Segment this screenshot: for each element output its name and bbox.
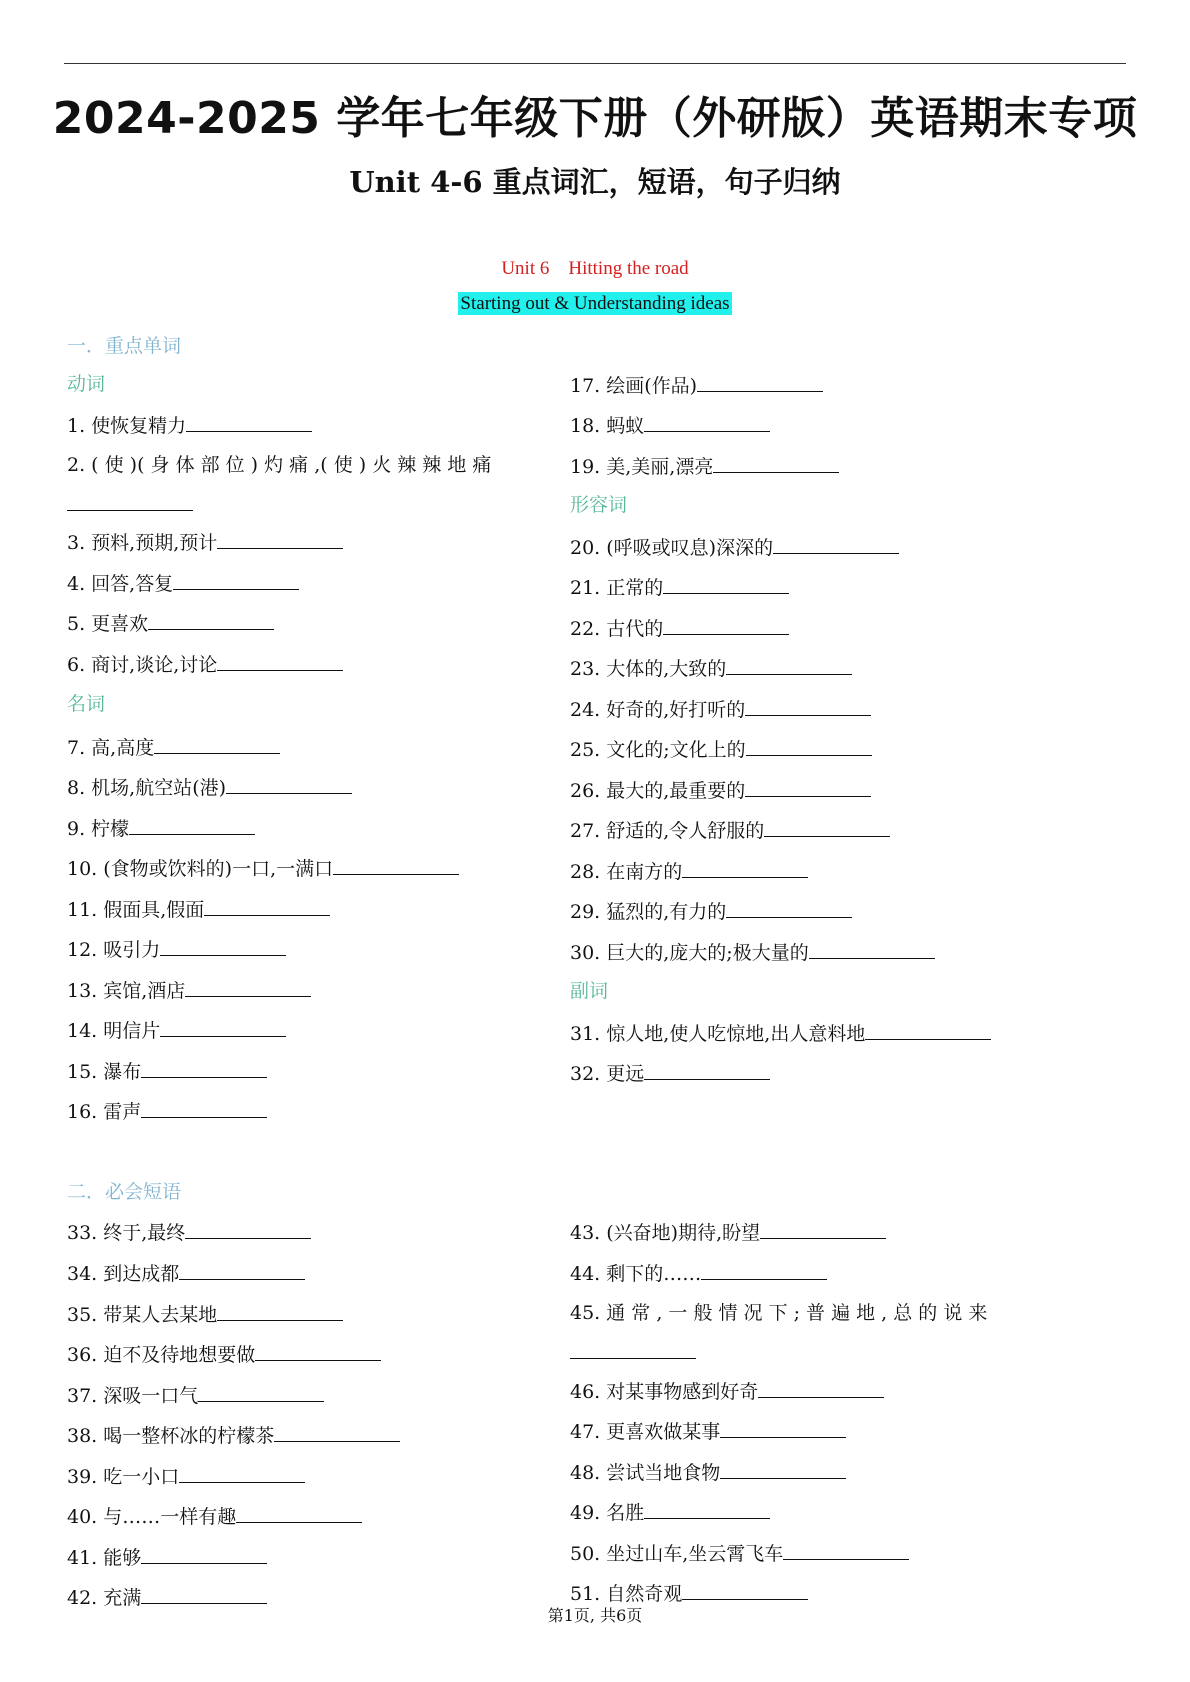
item-text: 46. 对某事物感到好奇 xyxy=(570,1381,759,1403)
item-text: 30. 巨大的,庞大的;极大量的 xyxy=(570,942,809,964)
list-item xyxy=(570,371,823,399)
answer-blank[interactable] xyxy=(129,814,255,835)
answer-blank[interactable] xyxy=(154,733,280,754)
item-text: 18. 蚂蚁 xyxy=(570,415,645,437)
item-text: 3. 预料,预期,预计 xyxy=(67,532,218,554)
list-item xyxy=(570,1300,987,1326)
part-heading-wrap xyxy=(0,293,1190,315)
item-text: 43. (兴奋地)期待,盼望 xyxy=(570,1222,761,1244)
answer-blank[interactable] xyxy=(141,1543,267,1564)
item-text: 27. 舒适的,令人舒服的 xyxy=(570,820,765,842)
item-text: 26. 最大的,最重要的 xyxy=(570,780,746,802)
answer-blank[interactable] xyxy=(697,371,823,392)
list-item xyxy=(67,1259,305,1287)
list-item xyxy=(67,895,330,923)
answer-blank[interactable] xyxy=(663,614,789,635)
answer-blank[interactable] xyxy=(179,1259,305,1280)
list-item xyxy=(570,1498,770,1526)
answer-blank[interactable] xyxy=(760,1218,886,1239)
list-item-blank-wrap xyxy=(67,490,193,518)
category-noun: 名词 xyxy=(67,693,106,715)
item-text: 47. 更喜欢做某事 xyxy=(570,1421,721,1443)
answer-blank[interactable] xyxy=(783,1539,909,1560)
list-item xyxy=(570,452,839,480)
unit-heading: Unit 6 Hitting the road xyxy=(501,258,689,279)
answer-blank[interactable] xyxy=(226,773,352,794)
item-text: 13. 宾馆,酒店 xyxy=(67,980,186,1002)
list-item xyxy=(67,854,459,882)
list-item xyxy=(67,1300,343,1328)
item-text: 4. 回答,答复 xyxy=(67,573,174,595)
item-text: 36. 迫不及待地想要做 xyxy=(67,1344,256,1366)
item-text: 32. 更远 xyxy=(570,1063,645,1085)
list-item xyxy=(67,814,255,842)
answer-blank[interactable] xyxy=(148,609,274,630)
list-item xyxy=(67,1421,400,1449)
answer-blank[interactable] xyxy=(644,1059,770,1080)
item-text: 15. 瀑布 xyxy=(67,1061,142,1083)
answer-blank[interactable] xyxy=(713,452,839,473)
list-item xyxy=(67,411,312,439)
document-subtitle: Unit 4-6 重点词汇，短语，句子归纳 xyxy=(349,165,841,199)
answer-blank[interactable] xyxy=(682,1579,808,1600)
item-text: 10. (食物或饮料的)一口,一满口 xyxy=(67,858,334,880)
answer-blank[interactable] xyxy=(255,1340,381,1361)
answer-blank[interactable] xyxy=(141,1057,267,1078)
answer-blank[interactable] xyxy=(809,938,935,959)
answer-blank[interactable] xyxy=(67,490,193,511)
list-item xyxy=(67,609,274,637)
answer-blank[interactable] xyxy=(726,654,852,675)
list-item xyxy=(67,773,352,801)
answer-blank[interactable] xyxy=(333,854,459,875)
item-text: 23. 大体的,大致的 xyxy=(570,658,727,680)
item-text: 48. 尝试当地食物 xyxy=(570,1462,721,1484)
answer-blank[interactable] xyxy=(720,1417,846,1438)
answer-blank[interactable] xyxy=(141,1097,267,1118)
answer-blank[interactable] xyxy=(160,1016,286,1037)
list-item xyxy=(67,569,299,597)
answer-blank[interactable] xyxy=(570,1338,696,1359)
list-item xyxy=(67,1218,311,1246)
answer-blank[interactable] xyxy=(865,1019,991,1040)
item-text: 12. 吸引力 xyxy=(67,939,161,961)
list-item xyxy=(570,1377,884,1405)
item-text: 35. 带某人去某地 xyxy=(67,1304,218,1326)
document-title: 2024-2025 学年七年级下册（外研版）英语期末专项 xyxy=(52,93,1138,144)
list-item xyxy=(67,733,280,761)
item-text: 7. 高,高度 xyxy=(67,737,155,759)
answer-blank[interactable] xyxy=(217,528,343,549)
item-text: 42. 充满 xyxy=(67,1587,142,1609)
list-item xyxy=(67,1340,381,1368)
item-text: 39. 吃一小口 xyxy=(67,1466,180,1488)
item-text: 29. 猛烈的,有力的 xyxy=(570,901,727,923)
item-text: 16. 雷声 xyxy=(67,1101,142,1123)
list-item xyxy=(570,776,871,804)
answer-blank[interactable] xyxy=(701,1259,827,1280)
answer-blank[interactable] xyxy=(179,1462,305,1483)
item-text: 37. 深吸一口气 xyxy=(67,1385,199,1407)
item-text: 22. 古代的 xyxy=(570,618,664,640)
category-adverb: 副词 xyxy=(570,980,609,1002)
item-text: 9. 柠檬 xyxy=(67,818,130,840)
answer-blank[interactable] xyxy=(217,650,343,671)
item-text: 34. 到达成都 xyxy=(67,1263,180,1285)
list-item xyxy=(570,1059,770,1087)
answer-blank[interactable] xyxy=(764,816,890,837)
answer-blank[interactable] xyxy=(773,533,899,554)
answer-blank[interactable] xyxy=(217,1300,343,1321)
item-text: 38. 喝一整杯冰的柠檬茶 xyxy=(67,1425,275,1447)
answer-blank[interactable] xyxy=(160,935,286,956)
answer-blank[interactable] xyxy=(204,895,330,916)
answer-blank[interactable] xyxy=(745,776,871,797)
item-text: 49. 名胜 xyxy=(570,1502,645,1524)
answer-blank[interactable] xyxy=(758,1377,884,1398)
list-item xyxy=(67,1097,267,1125)
item-text: 40. 与……一样有趣 xyxy=(67,1506,237,1528)
list-item xyxy=(570,614,789,642)
answer-blank[interactable] xyxy=(186,411,312,432)
item-text: 51. 自然奇观 xyxy=(570,1583,683,1605)
top-rule xyxy=(64,63,1126,64)
category-verb: 动词 xyxy=(67,373,106,395)
answer-blank[interactable] xyxy=(185,1218,311,1239)
item-text: 5. 更喜欢 xyxy=(67,613,149,635)
list-item xyxy=(67,650,343,678)
answer-blank[interactable] xyxy=(185,976,311,997)
answer-blank[interactable] xyxy=(745,695,871,716)
item-text: 20. (呼吸或叹息)深深的 xyxy=(570,537,774,559)
item-text: 2. ( 使 )( 身 体 部 位 ) 灼 痛 ,( 使 ) 火 辣 辣 地 痛 xyxy=(67,454,492,476)
list-item xyxy=(67,452,491,478)
category-adjective: 形容词 xyxy=(570,494,628,516)
item-text: 25. 文化的;文化上的 xyxy=(570,739,746,761)
answer-blank[interactable] xyxy=(682,857,808,878)
section-key-words: 一．重点单词 xyxy=(67,335,182,357)
list-item xyxy=(570,411,770,439)
list-item xyxy=(570,695,871,723)
list-item xyxy=(67,1057,267,1085)
item-text: 8. 机场,航空站(港) xyxy=(67,777,227,799)
list-item xyxy=(570,1019,991,1047)
answer-blank[interactable] xyxy=(236,1502,362,1523)
item-text: 17. 绘画(作品) xyxy=(570,375,698,397)
list-item xyxy=(67,1543,267,1571)
answer-blank[interactable] xyxy=(141,1583,267,1604)
list-item xyxy=(67,935,286,963)
list-item xyxy=(570,1458,846,1486)
item-text: 21. 正常的 xyxy=(570,577,664,599)
item-text: 24. 好奇的,好打听的 xyxy=(570,699,746,721)
list-item xyxy=(570,1417,846,1445)
item-text: 50. 坐过山车,坐云霄飞车 xyxy=(570,1543,784,1565)
item-text: 44. 剩下的…… xyxy=(570,1263,702,1285)
list-item xyxy=(570,897,852,925)
answer-blank[interactable] xyxy=(173,569,299,590)
list-item xyxy=(67,1462,305,1490)
answer-blank[interactable] xyxy=(644,411,770,432)
answer-blank[interactable] xyxy=(274,1421,400,1442)
item-text: 31. 惊人地,使人吃惊地,出人意料地 xyxy=(570,1023,866,1045)
list-item xyxy=(570,735,872,763)
list-item-blank-wrap xyxy=(570,1338,696,1366)
item-text: 14. 明信片 xyxy=(67,1020,161,1042)
answer-blank[interactable] xyxy=(726,897,852,918)
page-number: 第1页, 共6页 xyxy=(547,1606,643,1625)
item-text: 28. 在南方的 xyxy=(570,861,683,883)
list-item xyxy=(570,1218,886,1246)
list-item xyxy=(67,528,343,556)
list-item xyxy=(570,938,935,966)
item-text: 1. 使恢复精力 xyxy=(67,415,187,437)
part-heading: Starting out & Understanding ideas xyxy=(460,293,730,314)
item-text: 33. 终于,最终 xyxy=(67,1222,186,1244)
item-text: 11. 假面具,假面 xyxy=(67,899,205,921)
section-key-phrases: 二．必会短语 xyxy=(67,1181,182,1203)
list-item xyxy=(570,533,899,561)
answer-blank[interactable] xyxy=(198,1381,324,1402)
list-item xyxy=(570,1539,909,1567)
list-item xyxy=(570,1259,827,1287)
list-item xyxy=(67,1016,286,1044)
item-text: 41. 能够 xyxy=(67,1547,142,1569)
list-item xyxy=(67,1381,324,1409)
answer-blank[interactable] xyxy=(746,735,872,756)
list-item xyxy=(570,816,890,844)
answer-blank[interactable] xyxy=(720,1458,846,1479)
item-text: 6. 商讨,谈论,讨论 xyxy=(67,654,218,676)
item-text: 45. 通 常 , 一 般 情 况 下 ; 普 遍 地 , 总 的 说 来 xyxy=(570,1302,988,1324)
list-item xyxy=(570,573,789,601)
answer-blank[interactable] xyxy=(644,1498,770,1519)
list-item xyxy=(570,654,852,682)
list-item xyxy=(570,857,808,885)
item-text: 19. 美,美丽,漂亮 xyxy=(570,456,714,478)
list-item xyxy=(67,976,311,1004)
list-item xyxy=(67,1502,362,1530)
answer-blank[interactable] xyxy=(663,573,789,594)
